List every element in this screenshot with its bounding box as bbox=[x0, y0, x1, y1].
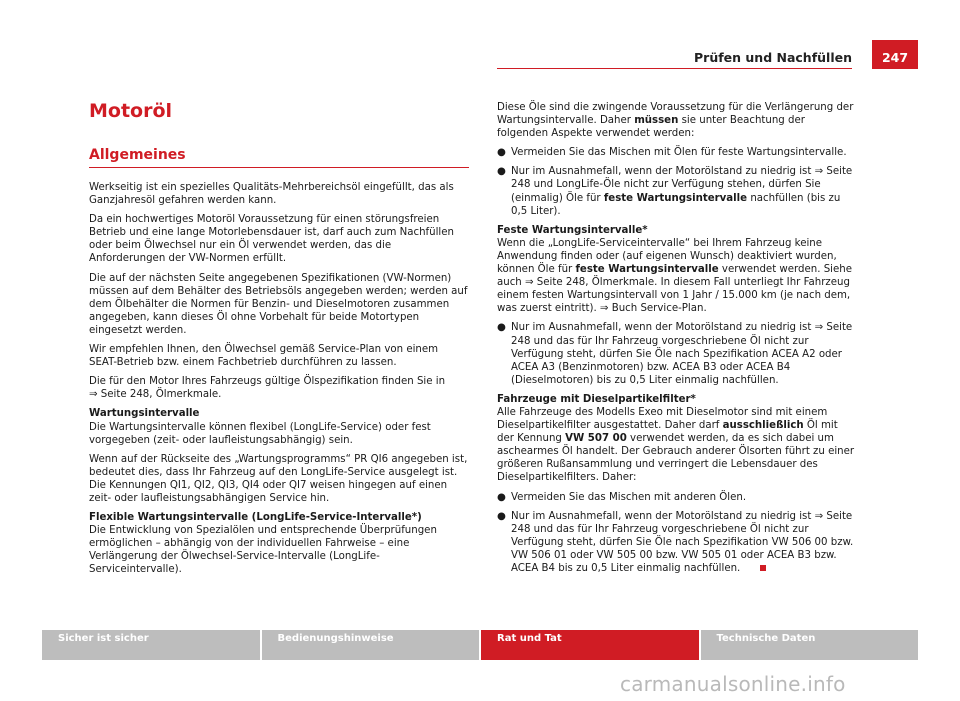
end-mark-icon bbox=[760, 565, 766, 571]
watermark: carmanualsonline.info bbox=[620, 672, 846, 696]
tab-technische-daten[interactable]: Technische Daten bbox=[701, 630, 919, 660]
bullet-text: Nur im Ausnahmefall, wenn der Motorölstand zu niedrig ist ⇒ Seite 248 und das für Ihr Fahrzeug vorgeschriebene Öl nicht zur Verfügung steht, dürfen Sie Öle nach Spezifikation VW 506 00 bzw. VW 506 01 oder VW 505 00 bzw. VW 505 01 oder ACEA B3 bzw. ACEA B4 bis zu 0,5 Liter einmalig nachfüllen. bbox=[511, 510, 854, 574]
bold-span: feste Wartungsintervalle bbox=[603, 192, 748, 204]
subheading-wartung: Wartungsintervalle bbox=[89, 408, 200, 420]
page-link[interactable]: ⇒ Seite 248, Ölmerkmale. bbox=[89, 389, 222, 401]
paragraph: Werkseitig ist ein spezielles Qualitäts-Mehrbereichsöl eingefüllt, das als Ganzjahresöl gefahren werden kann. bbox=[89, 182, 454, 207]
bullet-item bbox=[497, 165, 857, 217]
right-column bbox=[497, 101, 857, 581]
text-span: Diese Öle sind die zwingende Voraussetzung für die Verlängerung der Wartungsintervalle. Daher bbox=[497, 102, 854, 127]
paragraph: Die Wartungsintervalle können flexibel (LongLife-Service) oder fest vorgegeben (zeit- oder laufleistungsabhängig) sein. bbox=[89, 421, 431, 446]
text-span: Alle Fahrzeuge des Modells Exeo mit Dieselmotor sind mit einem Dieselpartikelfilter ausgestattet. Daher darf bbox=[497, 406, 828, 432]
paragraph bbox=[89, 375, 469, 401]
text-span: Öl mit der Kennung bbox=[497, 420, 838, 445]
subheading-feste: Feste Wartungsintervalle* bbox=[497, 224, 648, 236]
paragraph bbox=[497, 406, 857, 485]
subheading-diesel: Fahrzeuge mit Dieselpartikelfilter* bbox=[497, 393, 696, 405]
bold-span: VW 507 00 bbox=[565, 433, 627, 445]
bullet-icon: ● bbox=[497, 147, 506, 159]
tab-rat-und-tat[interactable]: Rat und Tat bbox=[481, 630, 699, 660]
bullet-text: Vermeiden Sie das Mischen mit anderen Ölen. bbox=[511, 491, 747, 503]
bold-span: müssen bbox=[634, 115, 679, 127]
page-number: 247 bbox=[872, 40, 918, 69]
bullet-item bbox=[497, 510, 857, 575]
paragraph: Die auf der nächsten Seite angegebenen Spezifikationen (VW-Normen) müssen auf dem Behälter des Betriebsöls angegeben werden; werden auf dem Ölbehälter die Normen für Benzin- und Dieselmotoren zusammen angegeben, kann dieses Öl ohne Vorbehalt für beide Motortypen eingesetzt werden. bbox=[89, 272, 468, 336]
paragraph: Wenn auf der Rückseite des „Wartungsprogramms“ PR QI6 angegeben ist, bedeutet dies, dass Ihr Fahrzeug auf den LongLife-Service ausgelegt ist. Die Kennungen QI1, QI2, QI3, QI4 oder QI7 weisen hingegen auf einen zeit- oder laufleistungsabhängigen Service hin. bbox=[89, 453, 468, 504]
paragraph: Die Entwicklung von Spezialölen und entsprechende Überprüfungen ermöglichen – abhängig von der individuellen Fahrweise – eine Verlängerung der Ölwechsel-Service-Intervalle (LongLife-Serviceintervalle). bbox=[89, 525, 437, 576]
bullet-text: Vermeiden Sie das Mischen mit Ölen für feste Wartungsintervalle. bbox=[511, 147, 847, 159]
header-title: Prüfen und Nachfüllen bbox=[694, 50, 852, 65]
bullet-icon: ● bbox=[497, 322, 506, 334]
text-span: sie unter Beachtung der folgenden Aspekte verwendet werden: bbox=[497, 115, 805, 140]
text-span: verwendet werden, da es sich dabei um aschearmes Öl handelt. Der Gebrauch anderer Ölsorten führt zu einer größeren Rußansammlung und verringert die Lebensdauer des Dieselpartikelfilters. Daher: bbox=[497, 433, 855, 484]
paragraph: Wir empfehlen Ihnen, den Ölwechsel gemäß Service-Plan von einem SEAT-Betrieb bzw. einem Fachbetrieb durchführen zu lassen. bbox=[89, 344, 439, 369]
bullet-item bbox=[497, 491, 857, 504]
bullet-text: nachfüllen (bis zu 0,5 Liter). bbox=[511, 192, 841, 217]
text-span: verwendet werden. Siehe auch ⇒ Seite 248, Ölmerkmale. In diesem Fall unterliegt Ihr Fahrzeug einem festen Wartungsintervall von 1 Jahr / 15.000 km (je nach dem, was zuerst eintritt). ⇒ Buch Service-Plan. bbox=[497, 264, 853, 315]
paragraph-text: Die für den Motor Ihres Fahrzeugs gültige Ölspezifikation finden Sie in bbox=[89, 376, 446, 388]
tab-bedienungshinweise[interactable]: Bedienungshinweise bbox=[262, 630, 480, 660]
subheading-flexible: Flexible Wartungsintervalle (LongLife-Service-Intervalle*) bbox=[89, 512, 422, 524]
bullet-text: Nur im Ausnahmefall, wenn der Motorölstand zu niedrig ist ⇒ Seite 248 und LongLife-Öle nicht zur Verfügung stehen, dürfen Sie (einmalig) Öle für bbox=[511, 166, 853, 204]
section-title: Motoröl bbox=[89, 100, 173, 122]
bullet-icon: ● bbox=[497, 491, 506, 503]
bold-span: ausschließlich bbox=[722, 420, 804, 432]
paragraph bbox=[497, 237, 857, 316]
tab-sicher[interactable]: Sicher ist sicher bbox=[42, 630, 260, 660]
bullet-icon: ● bbox=[497, 510, 506, 522]
bullet-item bbox=[497, 321, 857, 386]
paragraph: Da ein hochwertiges Motoröl Voraussetzung für einen störungsfreien Betrieb und eine lange Motorlebensdauer ist, darf auch zum Nachfüllen oder beim Ölwechsel nur ein Öl verwendet werden, das die Anforderungen der VW-Normen erfüllt. bbox=[89, 214, 454, 265]
bold-span: feste Wartungsintervalle bbox=[575, 264, 719, 276]
header-rule bbox=[497, 68, 852, 69]
bullet-item bbox=[497, 146, 857, 159]
paragraph bbox=[497, 101, 857, 140]
bullet-text: Nur im Ausnahmefall, wenn der Motorölstand zu niedrig ist ⇒ Seite 248 und das für Ihr Fahrzeug vorgeschriebene Öl nicht zur Verfügung steht, dürfen Sie Öle nach Spezifikation ACEA A2 oder ACEA A3 (Benzinmotoren) bzw. ACEA B3 oder ACEA B4 (Dieselmotoren) bis zu 0,5 Liter einmalig nachfüllen. bbox=[511, 322, 853, 386]
section-subtitle: Allgemeines bbox=[89, 147, 186, 163]
left-column bbox=[89, 100, 469, 583]
subtitle-rule bbox=[89, 167, 469, 168]
text-span: Wenn die „LongLife-Serviceintervalle“ bei Ihrem Fahrzeug keine Anwendung finden oder (auf eigenen Wunsch) deaktiviert wurden, können Öle für bbox=[497, 237, 837, 276]
bullet-icon: ● bbox=[497, 166, 506, 178]
footer-tabs bbox=[42, 630, 918, 660]
